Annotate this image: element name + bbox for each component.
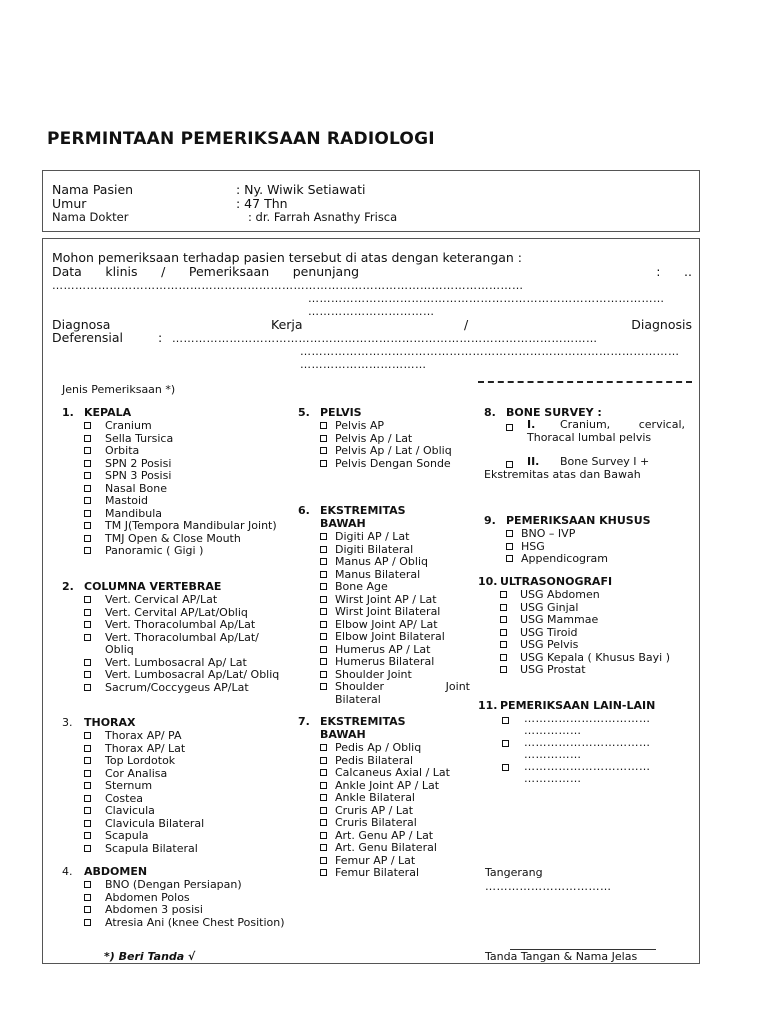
item-label: TMJ Open & Close Mouth [105,531,241,545]
checkbox[interactable] [84,757,91,764]
check-item[interactable] [84,730,286,743]
checkbox[interactable] [320,596,327,603]
check-item[interactable] [320,867,470,880]
checkbox[interactable] [84,522,91,529]
diag-dots-3: …………………………… [300,358,427,371]
section-ekstremitas-1 [298,504,470,706]
item-label: USG Prostat [520,663,586,676]
checkbox[interactable] [84,770,91,777]
other-exam-dots: …………… [524,748,582,761]
section-abdomen [62,865,286,929]
item-label: Digiti Bilateral [335,542,414,556]
checkbox[interactable] [84,422,91,429]
checkbox[interactable] [84,447,91,454]
check-item[interactable] [84,879,286,892]
check-item[interactable] [84,619,286,632]
item-label: Vert. Lumbosacral Ap/Lat/ Obliq [105,668,280,681]
section-pelvis [298,406,470,470]
other-exam-dots: …………………………… [524,760,651,773]
checkbox[interactable] [84,510,91,517]
item-label: Sternum [105,779,153,792]
item-label: Vert. Thoracolumbal Ap/Lat [105,618,256,631]
checkbox[interactable] [500,629,507,636]
checkbox[interactable] [502,717,509,724]
section-number: 6. [298,504,310,517]
check-item[interactable] [84,669,286,682]
section-number: 8. [484,406,496,419]
item-label: Shoulder Joint [335,667,412,681]
date-dots: …………………………… [485,880,612,893]
checkbox[interactable] [84,807,91,814]
bone-survey-ii-text: Bone Survey I + Ekstremitas atas dan Bawah [484,455,650,481]
check-item[interactable] [84,420,286,433]
item-label: Humerus AP / Lat [335,642,431,656]
check-item[interactable] [320,606,470,619]
clinical-word: klinis [105,264,138,279]
section-number: 4. [62,865,73,878]
item-label: Vert. Cervical AP/Lat [105,593,218,606]
checkbox[interactable] [320,608,327,615]
check-item[interactable] [320,792,470,805]
checkbox[interactable] [320,460,327,467]
checkbox[interactable] [84,684,91,691]
checkbox[interactable] [320,583,327,590]
item-label: Atresia Ani (knee Chest Position) [105,915,285,929]
item-label: Thorax AP/ PA [105,729,182,742]
item-label: Art. Genu Bilateral [335,841,437,854]
item-label: Pelvis Ap / Lat [335,431,413,445]
checkbox[interactable] [500,666,507,673]
diag-deferensial-label: Deferensial [52,330,124,345]
check-item[interactable] [320,767,470,780]
checkbox[interactable] [320,435,327,442]
diag-word: / [464,317,469,332]
check-item[interactable] [506,528,690,541]
clinical-dots-3: …………………………… [308,305,435,318]
checkbox[interactable] [320,658,327,665]
section-title: PELVIS [320,406,362,419]
section-title: KEPALA [84,406,132,419]
item-label: Sacrum/Coccygeus AP/Lat [105,680,249,694]
section-title: BONE SURVEY : [506,406,602,419]
other-exam-dots: …………………………… [524,736,651,749]
item-label: Vert. Lumbosacral Ap/ Lat [105,655,247,669]
item-label: Ankle Bilateral [335,791,415,804]
checkbox[interactable] [320,646,327,653]
item-label: TM J(Tempora Mandibular Joint) [105,519,277,532]
checkbox[interactable] [506,424,513,431]
check-item[interactable] [84,917,286,930]
checkbox[interactable] [502,740,509,747]
checkbox[interactable] [84,881,91,888]
item-label: BNO (Dengan Persiapan) [105,878,242,891]
section-number: 3. [62,716,73,729]
checkbox[interactable] [84,894,91,901]
check-item[interactable] [84,470,286,483]
item-label: USG Ginjal [520,600,579,614]
exam-type-label: Jenis Pemeriksaan *) [62,383,176,396]
section-title: EKSTREMITAS BAWAH [320,504,406,530]
checkbox[interactable] [320,869,327,876]
clinical-word: / [161,264,166,279]
other-exam-dots: …………………………… [524,712,651,725]
signature-label: Tanda Tangan & Nama Jelas [485,950,638,963]
checkbox[interactable] [320,744,327,751]
item-label: Panoramic ( Gigi ) [105,544,204,557]
place-label: Tangerang [485,866,543,879]
item-label: SPN 2 Posisi [105,456,172,470]
check-item[interactable] [84,682,286,695]
item-label: Pelvis Dengan Sonde [335,456,451,470]
check-item[interactable] [320,681,470,706]
item-label: Femur AP / Lat [335,853,416,867]
check-item[interactable] [84,805,286,818]
check-item[interactable] [506,553,690,566]
item-label: Humerus Bilateral [335,655,435,668]
request-intro: Mohon pemeriksaan terhadap pasien tersebut di atas dengan keterangan : [52,250,523,265]
item-label: Digiti AP / Lat [335,530,410,543]
checkbox[interactable] [84,745,91,752]
section-title: PEMERIKSAAN KHUSUS [506,514,651,527]
checkbox[interactable] [84,547,91,554]
diag-dots-1: ………………………………………………………………………………………………… [172,332,598,345]
checkbox[interactable] [320,807,327,814]
checkbox[interactable] [320,621,327,628]
item-label: Cranium [105,419,152,432]
checkbox[interactable] [84,832,91,839]
item-label: Pelvis Ap / Lat / Obliq [335,444,452,457]
checkbox[interactable] [502,764,509,771]
checkbox[interactable] [84,919,91,926]
checkbox[interactable] [500,654,507,661]
check-item[interactable] [320,656,470,669]
item-label: Art. Genu AP / Lat [335,828,434,842]
item-label: Cor Analisa [105,766,168,780]
diag-word: Diagnosis [631,317,692,332]
item-label: Manus Bilateral [335,567,421,581]
item-label: HSG [521,539,545,553]
page-title: PERMINTAAN PEMERIKSAAN RADIOLOGI [47,129,435,149]
item-label: Cruris AP / Lat [335,803,414,817]
doctor-name-value: : dr. Farrah Asnathy Frisca [248,210,398,224]
item-label: Bone Age [335,580,388,593]
section-title: COLUMNA VERTEBRAE [84,580,222,593]
clinical-data-line [52,264,692,279]
item-label: Clavicula [105,804,155,817]
checkbox[interactable] [320,558,327,565]
item-label: USG Kepala ( Khusus Bayi ) [520,650,671,664]
checkbox[interactable] [84,671,91,678]
checkbox[interactable] [500,591,507,598]
check-item[interactable] [320,581,470,594]
checkbox[interactable] [84,609,91,616]
item-label: USG Mammae [520,613,599,626]
item-label: USG Pelvis [520,638,579,651]
item-label: Wirst Joint Bilateral [335,605,441,618]
item-label: Femur Bilateral [335,866,419,879]
section-number: 2. [62,580,74,593]
clinical-word: Pemeriksaan [188,264,270,279]
check-item[interactable] [320,631,470,644]
item-label: Vert. Thoracolumbal Ap/Lat/ Obliq [105,630,259,656]
diag-colon: : [158,330,163,345]
diag-dots-2: ……………………………………………………………………………………… [300,345,680,358]
item-label: Elbow Joint Bilateral [335,630,445,643]
clinical-word: : [656,264,661,279]
check-item[interactable] [84,445,286,458]
section-title: ULTRASONOGRAFI [500,575,613,588]
check-item[interactable] [84,495,286,508]
item-label: Appendicogram [521,552,609,565]
checkbox[interactable] [320,571,327,578]
item-label: Sella Tursica [105,431,174,445]
checkbox[interactable] [84,906,91,913]
check-item[interactable] [84,520,286,533]
item-label: Costea [105,791,143,805]
checkbox[interactable] [84,460,91,467]
checkbox[interactable] [320,832,327,839]
item-label: Wirst Joint AP / Lat [335,592,437,606]
checkbox[interactable] [320,422,327,429]
checkbox[interactable] [320,794,327,801]
other-exam-dots: …………… [524,772,582,785]
check-item[interactable] [500,664,690,677]
section-ultrasonografi [478,575,690,677]
check-item[interactable] [320,445,470,458]
section-number: 7. [298,715,310,728]
checkbox[interactable] [320,683,327,690]
checkbox[interactable] [84,820,91,827]
doctor-name-label: Nama Dokter [52,210,129,224]
section-bone-survey [484,406,690,497]
item-label: Scapula Bilateral [105,841,198,855]
item-label: USG Tiroid [520,625,578,639]
item-label: BNO – IVP [521,527,576,540]
checkbox[interactable] [320,844,327,851]
section-pemeriksaan-lain [478,699,690,792]
check-item[interactable] [320,531,470,544]
section-title: THORAX [84,716,136,729]
section-number: 11. [478,699,498,712]
item-label: Abdomen 3 posisi [105,903,203,916]
section-pemeriksaan-khusus [484,514,690,566]
item-label: Pedis Ap / Obliq [335,741,422,754]
item-label: Ankle Joint AP / Lat [335,778,440,792]
check-item[interactable] [320,420,470,433]
check-item[interactable] [84,594,286,607]
check-item[interactable] [320,817,470,830]
item-label: Calcaneus Axial / Lat [335,766,450,779]
section-title: EKSTREMITAS BAWAH [320,715,406,741]
checkbox[interactable] [320,819,327,826]
diag-word: Kerja [271,317,303,332]
check-item[interactable] [320,556,470,569]
checkbox[interactable] [84,634,91,641]
clinical-word: .. [683,264,692,279]
item-label: SPN 3 Posisi [105,469,172,482]
check-item[interactable] [320,458,470,471]
item-label: Shoulder Joint Bilateral [335,680,470,706]
checkbox[interactable] [84,795,91,802]
checkbox[interactable] [84,472,91,479]
check-item[interactable] [500,639,690,652]
checkbox[interactable] [500,616,507,623]
clinical-word: Data [52,264,82,279]
check-item[interactable] [84,632,286,657]
checkbox[interactable] [320,546,327,553]
check-item[interactable] [84,780,286,793]
section-number: 10. [478,575,498,588]
check-item[interactable] [84,755,286,768]
checkbox[interactable] [84,596,91,603]
clinical-dots-2: ………………………………………………………………………………… [308,292,665,305]
checkbox[interactable] [506,555,513,562]
check-item[interactable] [320,742,470,755]
dashed-divider [478,381,692,383]
checkbox[interactable] [84,485,91,492]
check-item[interactable] [500,589,690,602]
item-label: Clavicula Bilateral [105,816,205,830]
checkbox[interactable] [320,447,327,454]
checkbox[interactable] [500,604,507,611]
check-item[interactable] [500,614,690,627]
checkbox[interactable] [320,757,327,764]
clinical-dots-1: …………………………………………………………………………………………………………… [52,279,524,292]
item-label: Pedis Bilateral [335,753,414,767]
item-label: Scapula [105,829,149,842]
bone-survey-i-label: I. [527,418,536,431]
checkbox[interactable] [84,845,91,852]
patient-age-value: : 47 Thn [236,196,288,211]
footnote: *) Beri Tanda √ [104,950,196,963]
item-label: Vert. Cervital AP/Lat/Obliq [105,605,248,619]
checkbox[interactable] [84,435,91,442]
check-item[interactable] [320,842,470,855]
checkbox[interactable] [320,671,327,678]
checkbox[interactable] [84,621,91,628]
checkbox[interactable] [84,659,91,666]
patient-name-value: : Ny. Wiwik Setiawati [236,182,366,197]
item-label: Manus AP / Obliq [335,555,428,568]
item-label: Elbow Joint AP/ Lat [335,617,438,631]
section-number: 9. [484,514,496,527]
bone-survey-i-text: Cranium, cervical, Thoracal lumbal pelvis [527,418,685,444]
item-label: Pelvis AP [335,419,385,432]
checkbox[interactable] [506,530,513,537]
checkbox[interactable] [84,497,91,504]
item-label: Cruris Bilateral [335,816,417,829]
section-ekstremitas-2 [298,715,470,880]
section-kepala [62,406,286,558]
check-item[interactable] [84,830,286,843]
check-item[interactable] [84,904,286,917]
item-label: Mastoid [105,494,149,507]
check-item[interactable] [84,843,286,856]
checkbox[interactable] [320,782,327,789]
diag-word: Diagnosa [52,317,111,332]
check-item[interactable] [84,545,286,558]
checkbox[interactable] [320,533,327,540]
checkbox[interactable] [320,769,327,776]
patient-age-label: Umur [52,196,87,211]
checkbox[interactable] [84,732,91,739]
section-thorax [62,716,286,855]
other-exam-dots: …………… [524,724,582,737]
section-title: PEMERIKSAAN LAIN-LAIN [500,699,656,712]
item-label: Top Lordotok [105,754,176,767]
item-label: Thorax AP/ Lat [105,741,186,755]
item-label: Mandibula [105,506,162,520]
checkbox[interactable] [500,641,507,648]
patient-info-box [42,170,700,232]
section-number: 1. [62,406,74,419]
section-title: ABDOMEN [84,865,148,878]
checkbox[interactable] [320,857,327,864]
item-label: Nasal Bone [105,481,168,495]
clinical-word: penunjang [292,264,360,279]
checkbox[interactable] [84,535,91,542]
checkbox[interactable] [84,782,91,789]
checkbox[interactable] [506,543,513,550]
section-number: 5. [298,406,310,419]
section-columna-vertebrae [62,580,286,694]
item-label: Abdomen Polos [105,890,190,904]
patient-name-label: Nama Pasien [52,182,134,197]
checkbox[interactable] [320,633,327,640]
bone-survey-ii-label: II. [527,455,540,468]
item-label: USG Abdomen [520,588,600,601]
item-label: Orbita [105,444,140,457]
